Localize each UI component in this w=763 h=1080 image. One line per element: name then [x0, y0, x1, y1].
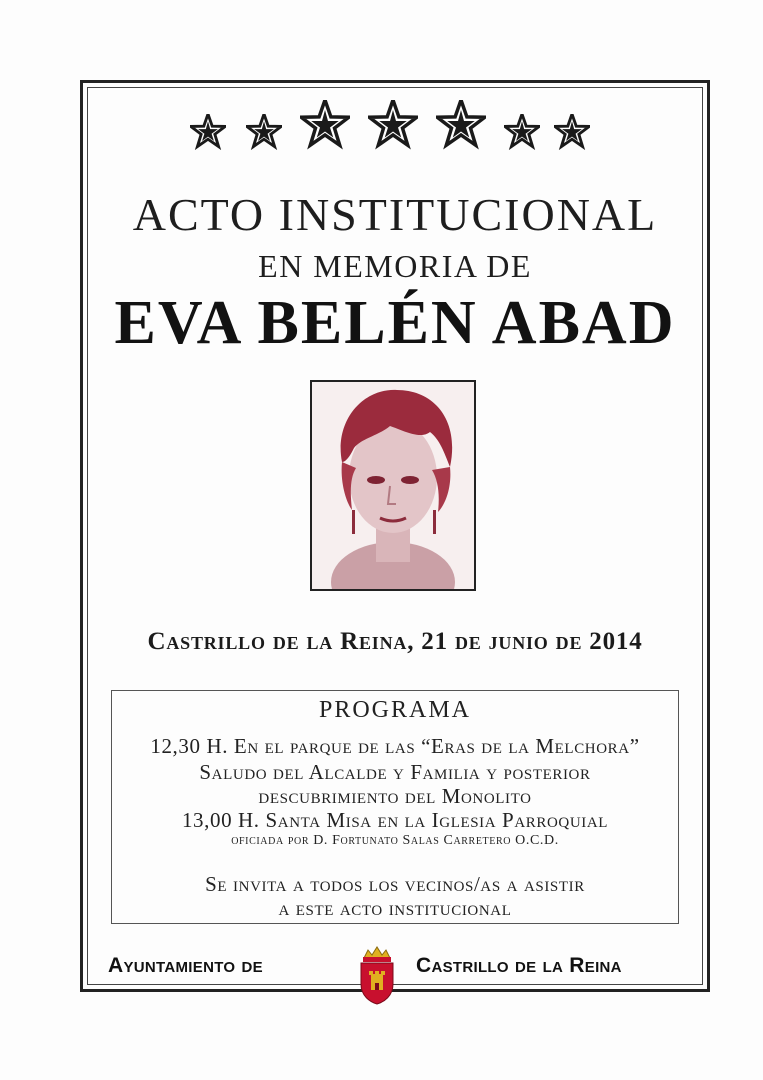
- star-icon: [300, 100, 350, 150]
- title-acto-institucional: ACTO INSTITUCIONAL: [132, 189, 658, 240]
- title-honoree-name: EVA BELÉN ABAD: [114, 289, 676, 357]
- star-icon: [246, 114, 282, 150]
- footer-ayuntamiento: Ayuntamiento de: [108, 954, 263, 977]
- invite-line-2: a este acto institucional: [278, 896, 512, 920]
- portrait-photo: [310, 380, 476, 591]
- star-icon: [554, 114, 590, 150]
- invite-line-1: Se invita a todos los vecinos/as a asistir: [205, 872, 585, 896]
- star-icon: [368, 100, 418, 150]
- program-title: PROGRAMA: [318, 697, 472, 723]
- program-officiant: oficiada por D. Fortunato Salas Carretero O.C.D.: [231, 833, 559, 848]
- program-line-1: 12,30 H. En el parque de las “Eras de la Melchora”: [150, 734, 640, 758]
- program-line-2: Saludo del Alcalde y Familia y posterior: [199, 760, 591, 784]
- stars-row: [190, 98, 600, 154]
- star-icon: [436, 100, 486, 150]
- program-line-3: descubrimiento del Monolito: [258, 784, 532, 808]
- place-and-date: Castrillo de la Reina, 21 de junio de 2014: [147, 628, 643, 655]
- coat-of-arms-icon: [356, 944, 398, 1006]
- star-icon: [190, 114, 226, 150]
- footer-castrillo: Castrillo de la Reina: [416, 954, 622, 977]
- title-en-memoria-de: EN MEMORIA DE: [258, 248, 532, 284]
- program-line-4: 13,00 H. Santa Misa en la Iglesia Parroquial: [181, 808, 609, 832]
- star-icon: [504, 114, 540, 150]
